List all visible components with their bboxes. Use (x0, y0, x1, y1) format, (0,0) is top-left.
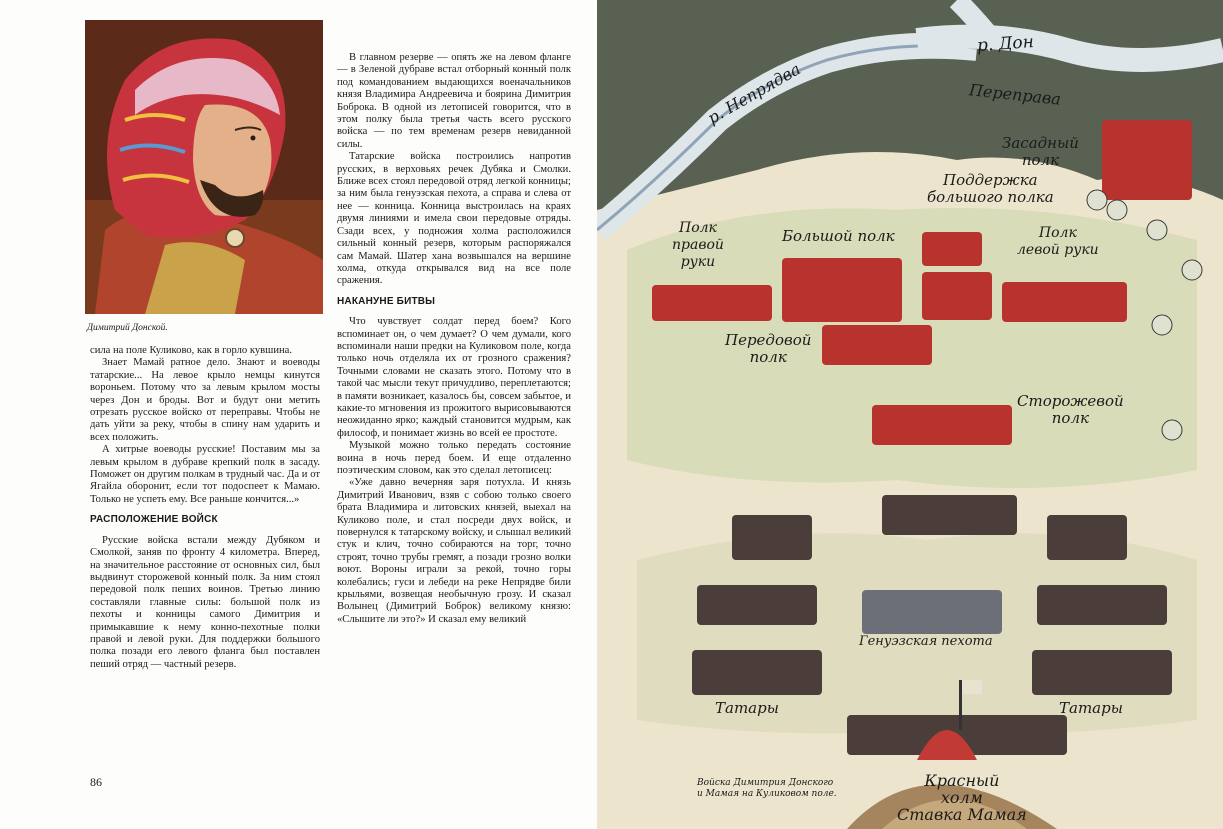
portrait-dmitry-donskoy (85, 20, 323, 314)
label-red-hill (897, 772, 1027, 823)
right-text-column (337, 52, 571, 626)
page-number: 86 (90, 775, 102, 789)
label-line: холм (940, 788, 983, 807)
caption-line: и Мамая на Куликовом поле. (697, 789, 837, 799)
label-line: Полк (679, 220, 717, 236)
label-crossing: Переправа (968, 80, 1062, 109)
label-line: левой руки (1017, 242, 1099, 258)
paragraph: Татарские войска построились напротив русских, в верховьях речек Дубяка и Смолки. Ближе всех стоял передовой отряд легкой конницы; за ним была генуэзская пехота, а справа и слева от нее — конница. Конница выстроилась на краях двумя линиями и имела свои передовые отряды. Сзади всех, у подножия холма расположился сильный конный резерв, которым распоряжался сам Мамай. Шатер хана возвышался на вершине холма, откуда открывался вид на все поле сражения. (337, 151, 571, 287)
caption-line: Войска Димитрия Донского (697, 778, 834, 788)
paragraph: Русские войска встали между Дубяком и Смолкой, заняв по фронту 4 километра. Вперед, на значительное расстояние от основных сил, был выдвинут сторожевой конный полк. За ним стоял передовой полк пеших воинов. Третью линию составляли главные силы: большой полк из пехоты и конницы самого Димитрия и примыкавшие к нему конно-пехотные полки правой и левой руки. Для поддержки большого полка позади его левого фланга был поставлен пеший отряд — частный резерв. (90, 534, 320, 670)
battle-map (597, 0, 1223, 829)
paragraph: Что чувствует солдат перед боем? Кого вспоминает он, о чем думает? О чем думали, кого вспоминали наши предки на Куликовом поле, когда только ночь отделяла их от грозного сражения? Точными словами не сказать этого. Потому что в такой час мысли текут причудливо, переплетаются; в памяти возникает, казалось бы, совсем забытое, и какие-то мгновения из прожитого вырисовываются неожиданно ярко; каждый становится мудрым, как философ, и понимает жизнь во всей ее простоте. (337, 316, 571, 439)
label-river-nepryadva: р. Непрядва (704, 59, 804, 128)
portrait-illustration (85, 20, 323, 314)
label-line: руки (680, 254, 716, 270)
label-line: Красный (924, 771, 1000, 790)
label-line: правой (672, 237, 724, 253)
paragraph: сила на поле Куликово, как в горло кувшина. (90, 345, 293, 356)
label-line: Полк (1038, 225, 1077, 241)
label-advanced-regiment (725, 332, 811, 366)
label-line: Сторожевой (1017, 392, 1124, 410)
label-support-regiment (927, 172, 1054, 206)
section-heading: РАСПОЛОЖЕНИЕ ВОЙСК (90, 514, 218, 526)
label-line: полк (749, 348, 787, 366)
label-genoese-infantry: Генуэзская пехота (859, 634, 993, 649)
label-ambush-regiment (1002, 135, 1079, 169)
label-line: Передовой (725, 331, 812, 349)
label-line: Засадный (1002, 134, 1079, 152)
paragraph: Знает Мамай ратное дело. Знают и воеводы татарские... На левое крыло немцы кинутся вороньем. Потому что за левым крылом мосты через Дон и броды. Вот и будут они метить отрезать русское войско от переправы. Чтобы не дать уйти за реку, чтобы в спину нам ударить и всех положить. (90, 357, 320, 443)
label-big-regiment: Большой полк (782, 227, 895, 245)
label-left-hand-regiment (1017, 225, 1099, 259)
label-line: полк (1021, 151, 1060, 169)
label-tatars-right: Татары (1059, 699, 1123, 717)
label-guard-regiment (1017, 393, 1124, 427)
paragraph: Музыкой можно только передать состояние воина в ночь перед боем. И еще отдаленно поэтическим словом, как это сделал летописец: (337, 440, 571, 476)
paragraph: А хитрые воеводы русские! Поставим мы за левым крылом в дубраве крепкий полк в засаду. Поможет он другим полкам в трудный час. Да и от Ягайла оборонит, если тот подоспеет к Мамаю. Только не успеть ему. Все раньше кончится...» (90, 444, 320, 505)
label-line: большого полка (927, 188, 1054, 206)
paragraph: В главном резерве — опять же на левом фланге — в Зеленой дубраве встал отборный конный полк под командованием выдающихся военачальников князя Владимира Андреевича и боярина Димитрия Боброка. В одной из летописей говорится, что в этом полку была третья часть всего русского войска — по тем временам резерв невиданной силы. (337, 52, 571, 150)
label-right-hand-regiment (672, 220, 724, 271)
label-river-don: р. Дон (976, 32, 1035, 56)
paragraph: «Уже давно вечерняя заря потухла. И князь Димитрий Иванович, взяв с собою только своего брата Владимира и литовских князей, выехал на Куликово поле, и стал посреди двух войск, и повернулся к татарскому войску, и слышал великий стук и клич, точно собираются на торг, точно строят, точно трубы гремят, а позади грозно волки воют. Вороны играли за рекой, точно горы колебались; гуси и лебеди на реке Непрядве били крыльями, возвещая необычную грозу. И сказал Волынец (Димитрий Боброк) великому князю: «Слышите ли это?» И сказал ему великий (337, 477, 571, 625)
portrait-caption: Димитрий Донской. (87, 323, 168, 333)
label-line: Поддержка (943, 171, 1038, 189)
left-text-column (90, 345, 320, 671)
label-tatars-left: Татары (715, 699, 779, 717)
map-caption (697, 778, 837, 800)
label-line: полк (1051, 409, 1089, 427)
map-illustration (597, 0, 1223, 829)
label-line: Ставка Мамая (897, 805, 1027, 824)
left-page (0, 0, 597, 829)
section-heading: НАКАНУНЕ БИТВЫ (337, 295, 436, 307)
